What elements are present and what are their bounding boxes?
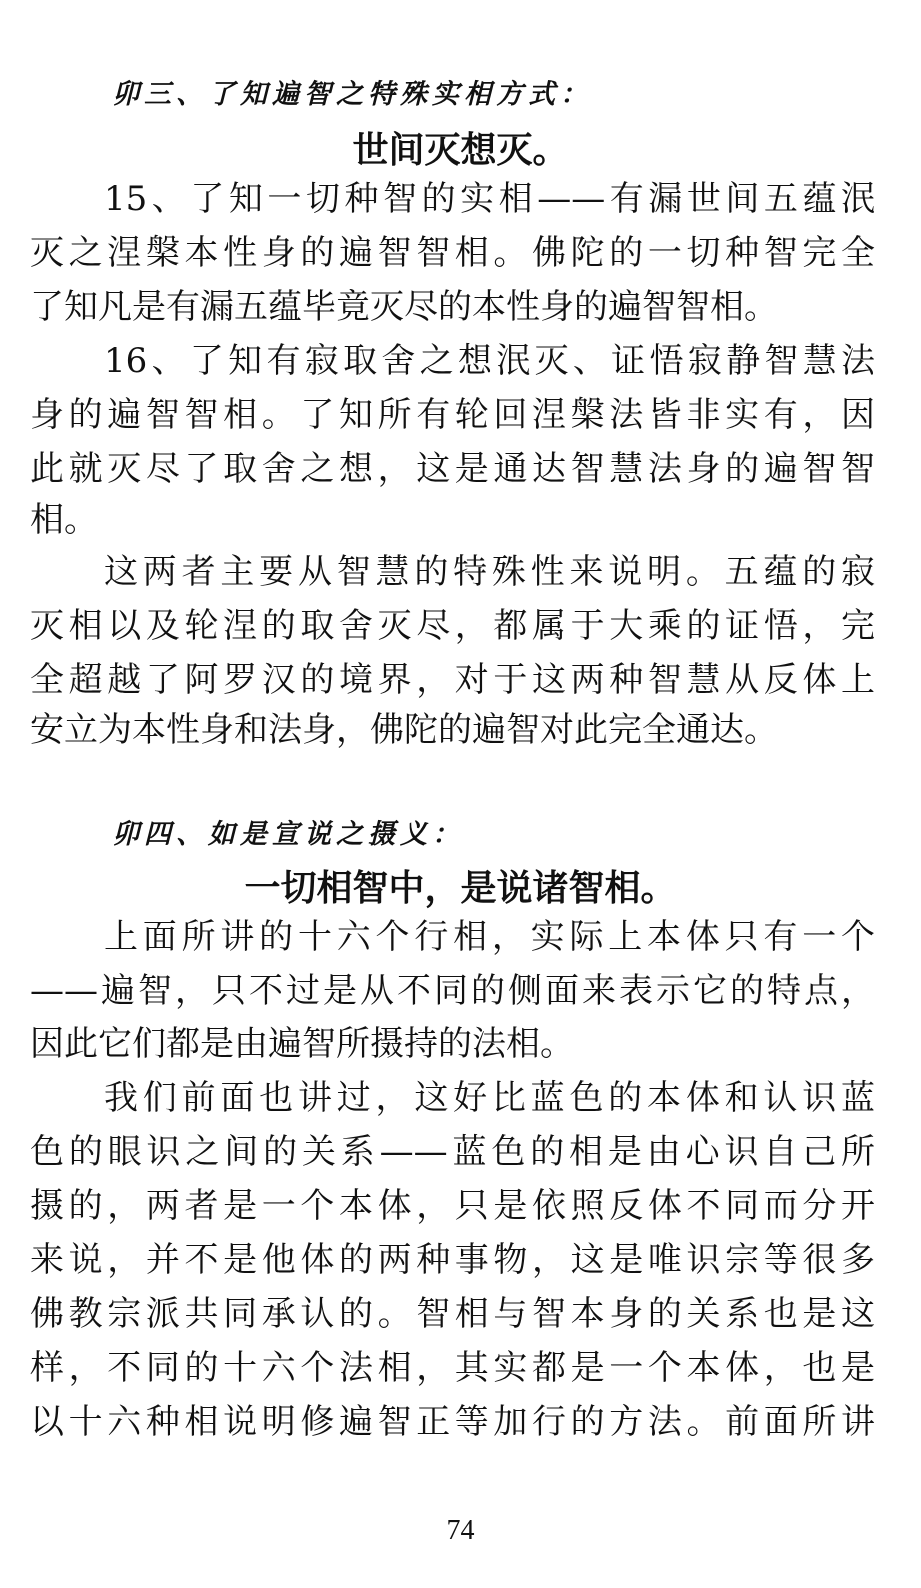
body-line: 上面所讲的十六个行相，实际上本体只有一个 (104, 917, 875, 957)
body-line: 摄的，两者是一个本体，只是依照反体不同而分开 (30, 1186, 875, 1226)
body-line: 色的眼识之间的关系——蓝色的相是由心识自己所 (30, 1132, 875, 1172)
body-line: 灭之涅槃本性身的遍智智相。佛陀的一切种智完全 (30, 233, 875, 273)
body-line: 此就灭尽了取舍之想，这是通达智慧法身的遍智智 (30, 449, 875, 489)
body-line: ——遍智，只不过是从不同的侧面来表示它的特点， (30, 971, 875, 1011)
body-line: 以十六种相说明修遍智正等加行的方法。前面所讲 (30, 1402, 875, 1442)
body-line: 16、了知有寂取舍之想泯灭、证悟寂静智慧法 (104, 341, 875, 381)
body-line: 灭相以及轮涅的取舍灭尽，都属于大乘的证悟，完 (30, 606, 875, 646)
body-line: 15、了知一切种智的实相——有漏世间五蕴泯 (104, 179, 875, 219)
body-line: 因此它们都是由遍智所摄持的法相。 (30, 1024, 574, 1064)
body-line: 了知凡是有漏五蕴毕竟灭尽的本性身的遍智智相。 (30, 287, 778, 327)
body-line: 这两者主要从智慧的特殊性来说明。五蕴的寂 (104, 552, 875, 592)
body-line: 安立为本性身和法身，佛陀的遍智对此完全通达。 (30, 710, 778, 750)
body-line: 相。 (30, 500, 98, 540)
body-line: 样，不同的十六个法相，其实都是一个本体，也是 (30, 1348, 875, 1388)
section-heading-mao-4: 卯四、如是宣说之摄义： (112, 819, 464, 850)
body-line: 佛教宗派共同承认的。智相与智本身的关系也是这 (30, 1294, 875, 1334)
body-line: 来说，并不是他体的两种事物，这是唯识宗等很多 (30, 1240, 875, 1280)
verse-line: 一切相智中，是说诸智相。 (244, 868, 677, 909)
verse-line: 世间灭想灭。 (352, 130, 569, 171)
body-line: 我们前面也讲过，这好比蓝色的本体和认识蓝 (104, 1078, 875, 1118)
body-line: 身的遍智智相。了知所有轮回涅槃法皆非实有，因 (30, 395, 875, 435)
section-heading-mao-3: 卯三、了知遍智之特殊实相方式： (112, 79, 592, 110)
body-line: 全超越了阿罗汉的境界，对于这两种智慧从反体上 (30, 660, 875, 700)
page-number: 74 (446, 1515, 475, 1546)
